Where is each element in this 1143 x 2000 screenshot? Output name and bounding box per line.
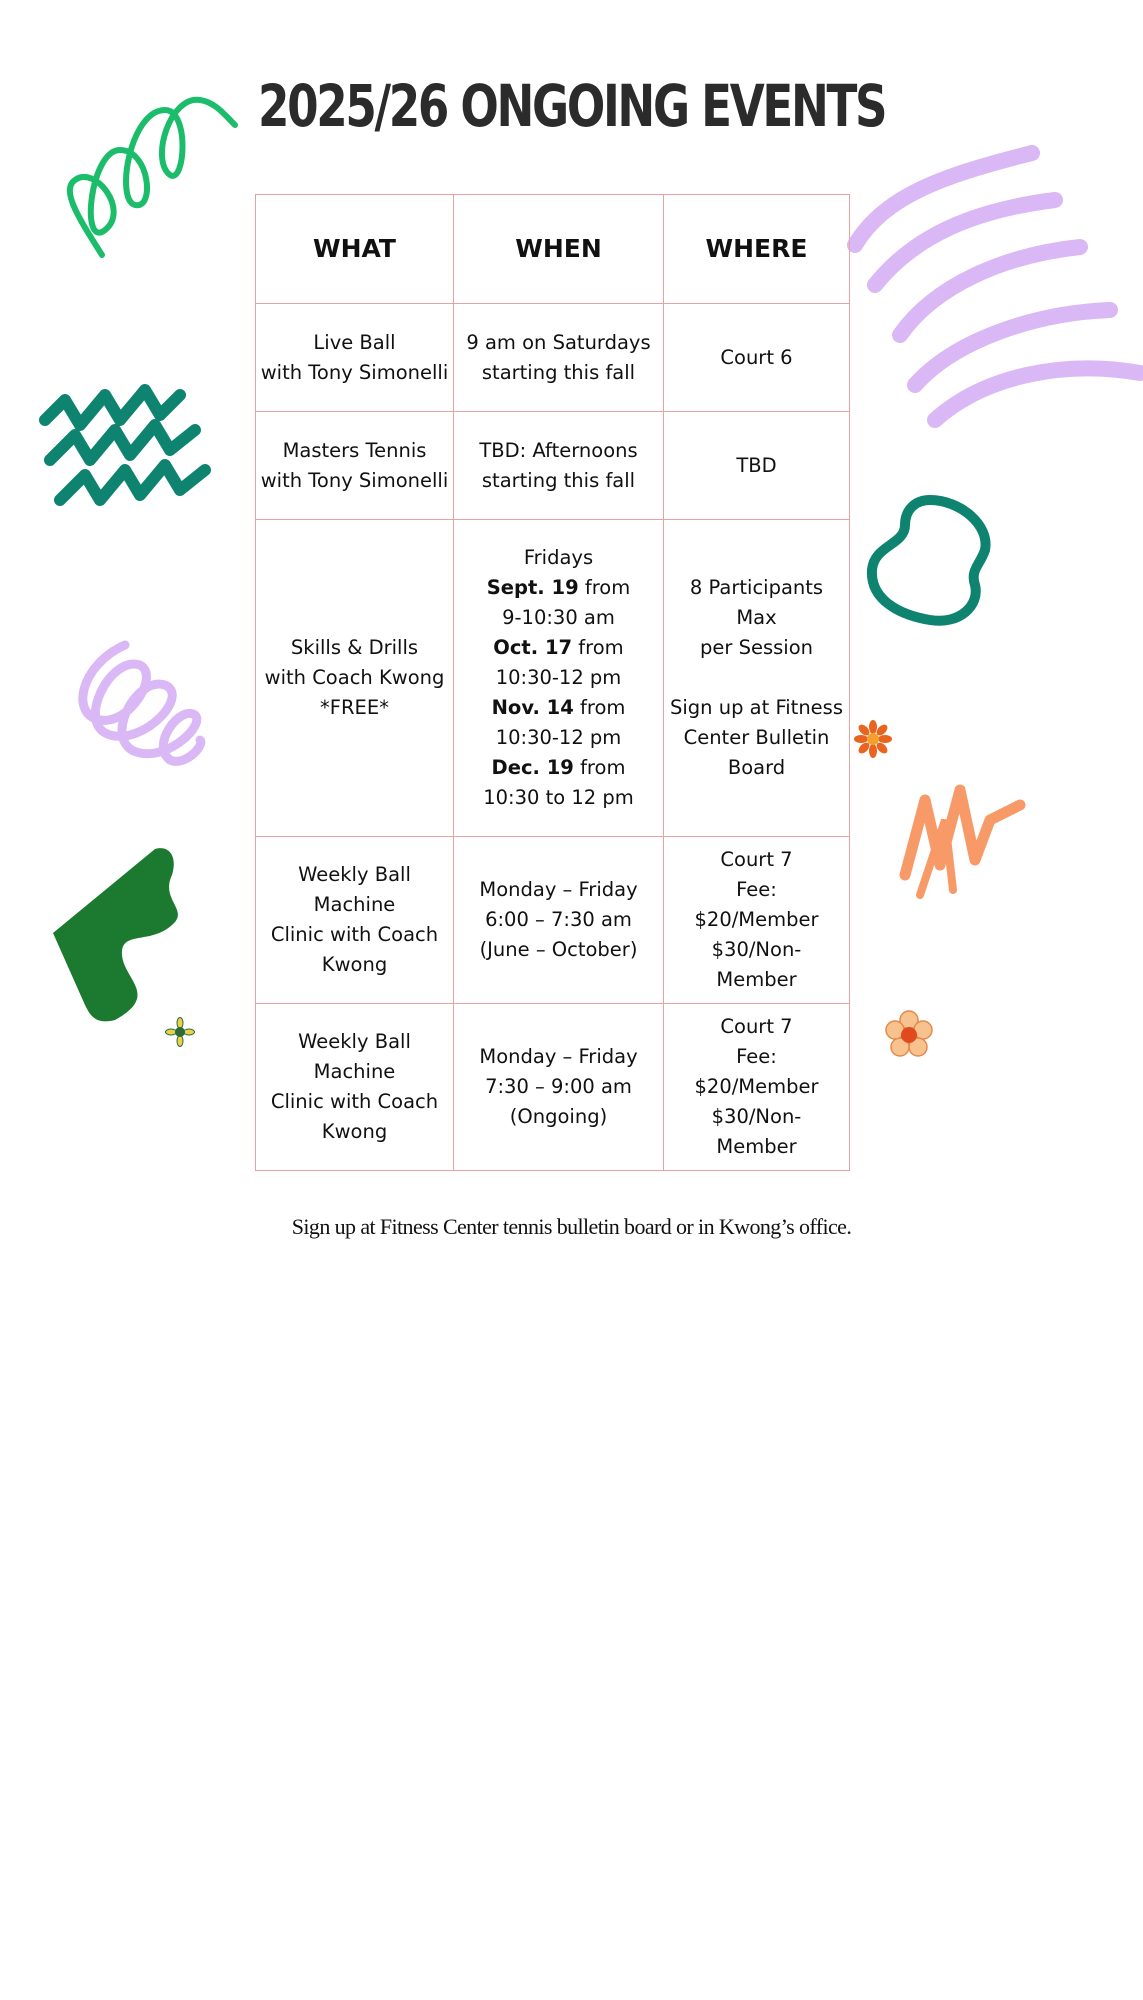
cell-line: with Tony Simonelli xyxy=(260,468,449,492)
what-cell xyxy=(256,304,454,412)
yellow-flower-small-icon xyxy=(165,1017,195,1047)
session-from: from xyxy=(578,636,624,659)
session-date: Sept. 19 xyxy=(486,576,579,599)
cell-line: Weekly Ball xyxy=(298,863,411,886)
cell-line: $30/Non- xyxy=(711,938,802,961)
table-row xyxy=(256,520,850,837)
cell-line: Machine xyxy=(313,893,396,916)
session-date-line xyxy=(458,633,659,663)
signup-note: Sign up at Fitness Center tennis bulletin board or in Kwong’s office. xyxy=(291,1214,852,1239)
session-date-line xyxy=(458,573,659,603)
cell-line: (Ongoing) xyxy=(509,1105,608,1128)
cell-line: Live Ball xyxy=(313,330,396,354)
cell-line: with Tony Simonelli xyxy=(260,360,449,384)
page-title: 2025/26 ONGOING EVENTS xyxy=(257,72,886,140)
when-cell xyxy=(454,837,664,1004)
session-time: 10:30 to 12 pm xyxy=(483,786,634,809)
where-cell xyxy=(664,304,850,412)
cell-line: Kwong xyxy=(321,953,388,976)
cell-line: $20/Member xyxy=(694,1075,819,1098)
cell-line: Kwong xyxy=(321,1120,388,1143)
cell-line: 6:00 – 7:30 am xyxy=(485,908,632,931)
session-date-line xyxy=(458,693,659,723)
cell-line: Fee: xyxy=(736,878,777,901)
what-cell xyxy=(256,412,454,520)
orange-zigzag-decoration xyxy=(895,780,1030,905)
cell-line: Fee: xyxy=(736,1045,777,1068)
session-date: Oct. 17 xyxy=(493,636,573,659)
session-time: 9-10:30 am xyxy=(502,606,615,629)
cell-line: Board xyxy=(727,756,786,779)
session-date: Nov. 14 xyxy=(491,696,574,719)
cell-line: Machine xyxy=(313,1060,396,1083)
table-row xyxy=(256,1004,850,1171)
session-from: from xyxy=(579,696,626,719)
cell-line: Max xyxy=(736,606,777,629)
peach-flower-icon xyxy=(883,1009,935,1061)
cell-line: Court 7 xyxy=(720,1015,793,1038)
where-cell xyxy=(664,520,850,837)
what-cell xyxy=(256,837,454,1004)
what-cell xyxy=(256,520,454,837)
when-cell xyxy=(454,1004,664,1171)
cell-line: Clinic with Coach xyxy=(270,923,439,946)
orange-flower-small-icon xyxy=(853,719,893,759)
cell-line: Weekly Ball xyxy=(298,1030,411,1053)
cell-line: *FREE* xyxy=(320,696,389,719)
where-cell xyxy=(664,412,850,520)
cell-line: starting this fall xyxy=(481,468,636,492)
teal-zigzag-decoration xyxy=(35,370,215,530)
cell-line: Sign up at Fitness xyxy=(670,696,843,719)
table-row xyxy=(256,837,850,1004)
cell-spacer xyxy=(668,663,845,693)
session-time: 10:30-12 pm xyxy=(495,666,622,689)
what-cell xyxy=(256,1004,454,1171)
cell-line: Court 6 xyxy=(720,345,793,369)
teal-loop-decoration xyxy=(860,490,1005,635)
lavender-brush-strokes-decoration xyxy=(845,145,1143,435)
cell-line: 8 Participants xyxy=(689,576,824,599)
table-row xyxy=(256,304,850,412)
where-cell xyxy=(664,837,850,1004)
cell-line: Clinic with Coach xyxy=(270,1090,439,1113)
session-date-line xyxy=(458,753,659,783)
cell-line: 9 am on Saturdays xyxy=(466,330,651,354)
cell-line: Center Bulletin xyxy=(683,726,830,749)
when-cell xyxy=(454,304,664,412)
cell-line: Court 7 xyxy=(720,848,793,871)
cell-line: Skills & Drills xyxy=(290,636,419,659)
session-from: from xyxy=(580,756,626,779)
lavender-scribble-decoration xyxy=(70,635,215,770)
header-when: WHEN xyxy=(454,195,664,304)
events-table xyxy=(255,194,850,1171)
cell-line: Masters Tennis xyxy=(282,438,427,462)
where-cell xyxy=(664,1004,850,1171)
cell-line: starting this fall xyxy=(481,360,636,384)
when-cell xyxy=(454,520,664,837)
session-from: from xyxy=(584,576,631,599)
cell-line: TBD xyxy=(736,453,777,477)
when-cell xyxy=(454,412,664,520)
cell-line: Fridays xyxy=(523,546,594,569)
cell-line: $30/Non- xyxy=(711,1105,802,1128)
cell-line: 7:30 – 9:00 am xyxy=(485,1075,632,1098)
dark-green-shape-decoration xyxy=(50,845,180,1025)
cell-line: Monday – Friday xyxy=(479,878,638,901)
cell-line: per Session xyxy=(700,636,813,659)
cell-line: TBD: Afternoons xyxy=(479,438,638,462)
green-loops-decoration xyxy=(60,90,240,265)
cell-line: Member xyxy=(716,968,797,991)
cell-line: Member xyxy=(716,1135,797,1158)
cell-line: Monday – Friday xyxy=(479,1045,638,1068)
table-row xyxy=(256,412,850,520)
session-date: Dec. 19 xyxy=(491,756,574,779)
header-where: WHERE xyxy=(664,195,850,304)
table-header-row xyxy=(256,195,850,304)
cell-line: (June – October) xyxy=(479,938,638,961)
cell-line: $20/Member xyxy=(694,908,819,931)
header-what: WHAT xyxy=(256,195,454,304)
session-time: 10:30-12 pm xyxy=(495,726,622,749)
cell-line: with Coach Kwong xyxy=(264,666,445,689)
